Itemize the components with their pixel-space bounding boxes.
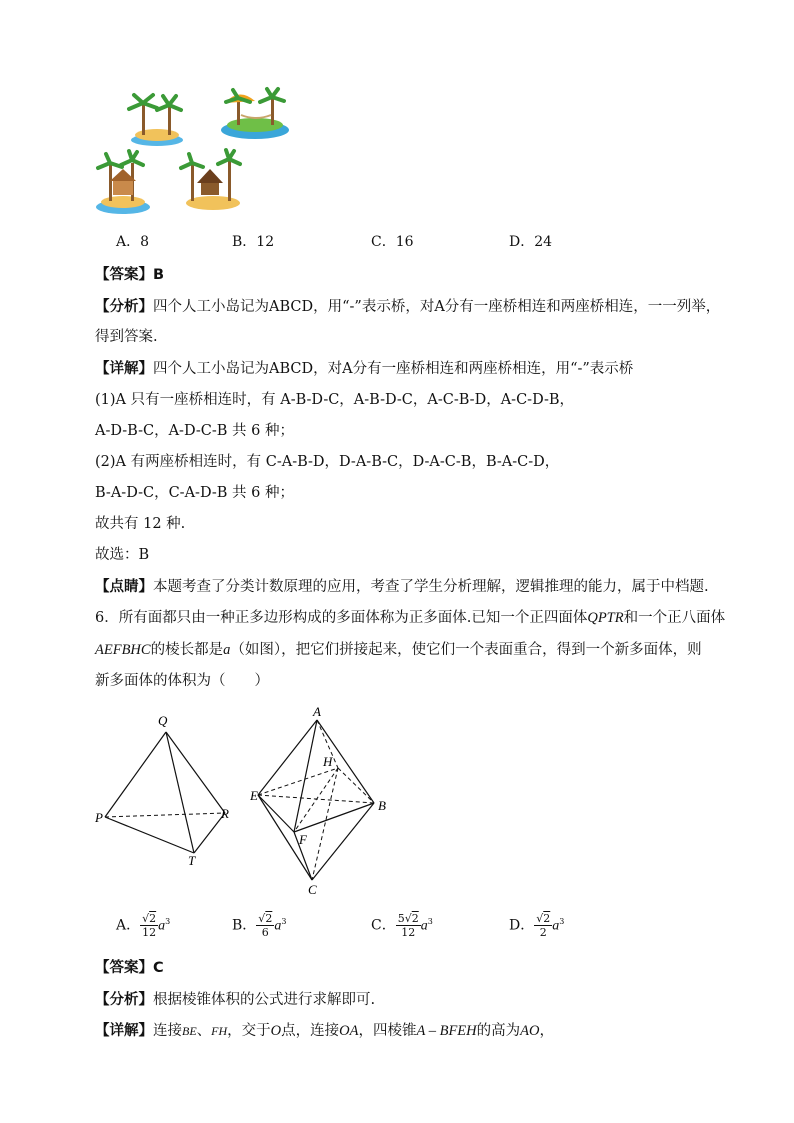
vertex-label-p: P: [95, 810, 103, 825]
q5-detail-line: A-D-B-C，A-D-C-B 共 6 种；: [95, 423, 294, 439]
q6-answer: 【答案】C: [95, 960, 164, 976]
island-icon: [129, 95, 183, 146]
q5-option-a: A．8: [116, 234, 150, 250]
q5-detail-line: (1)A 只有一座桥相连时，有 A-B-D-C，A-B-D-C，A-C-B-D，A-C-D-B，: [95, 392, 575, 408]
q5-comment: 【点睛】本题考查了分类计数原理的应用，考查了学生分析理解，逻辑推理的能力，属于中档题.: [95, 579, 709, 595]
q5-detail-line: B-A-D-C，C-A-D-B 共 6 种；: [95, 485, 294, 501]
analysis-label: 【分析】: [95, 299, 153, 315]
q6-stem: AEFBHC的棱长都是a（如图），把它们拼接起来，使它们一个表面重合，得到一个新多面体，则: [95, 642, 702, 658]
detail-label: 【详解】: [95, 1023, 153, 1039]
detail-label: 【详解】: [95, 361, 153, 377]
q6-analysis: 【分析】根据棱锥体积的公式进行求解即可.: [95, 992, 376, 1008]
comment-label: 【点睛】: [95, 579, 153, 595]
q5-answer: 【答案】B: [95, 267, 165, 283]
vertex-label-f: F: [299, 832, 307, 847]
q5-analysis-cont: 得到答案.: [95, 329, 158, 345]
q6-option-c: C． $\frac{5√2}{12}$ $a^3$: [371, 912, 433, 940]
vertex-label-e: E: [250, 788, 258, 803]
q5-detail-line: 故选：B: [95, 547, 150, 563]
q6-option-a: A． $\frac{√2}{12}$ $a^3$: [116, 912, 171, 940]
q5-option-b: B．12: [232, 234, 275, 250]
analysis-label: 【分析】: [95, 992, 153, 1008]
islands-illustration: [95, 85, 305, 220]
vertex-label-r: R: [221, 806, 229, 821]
vertex-label-t: T: [188, 853, 196, 868]
tetrahedron-figure: [90, 710, 250, 875]
q5-option-c: C．16: [371, 234, 414, 250]
q5-analysis: 【分析】四个人工小岛记为ABCD，用“-”表示桥，对A分有一座桥相连和两座桥相连，一一列举，: [95, 299, 721, 315]
q5-option-d: D．24: [509, 234, 553, 250]
vertex-label-h: H: [323, 754, 333, 769]
q6-option-d: D． $\frac{√2}{2}$ $a^3$: [509, 912, 565, 940]
q5-detail-line: 故共有 12 种.: [95, 516, 186, 532]
q5-detail: 【详解】四个人工小岛记为ABCD，对A分有一座桥相连和两座桥相连，用“-”表示桥: [95, 361, 634, 377]
q6-detail: 【详解】连接BE、FH，交于O点，连接OA，四棱锥A – BFEH的高为AO，: [95, 1023, 554, 1039]
island-icon: [221, 89, 289, 139]
vertex-label-b: B: [378, 798, 386, 813]
q6-stem: 新多面体的体积为（ ）: [95, 673, 269, 689]
vertex-label-c: C: [308, 882, 317, 897]
q6-stem: 6．所有面都只由一种正多边形构成的多面体称为正多面体.已知一个正四面体QPTR和一个正八面体: [95, 610, 726, 626]
vertex-label-q: Q: [158, 713, 168, 728]
island-icon: [181, 150, 240, 210]
octahedron-figure: [250, 700, 400, 900]
q6-option-b: B． $\frac{√2}{6}$ $a^3$: [232, 912, 287, 940]
island-icon: [96, 151, 150, 214]
vertex-label-a: A: [313, 704, 321, 719]
q5-detail-line: (2)A 有两座桥相连时，有 C-A-B-D，D-A-B-C，D-A-C-B，B-A-C-D，: [95, 454, 560, 470]
